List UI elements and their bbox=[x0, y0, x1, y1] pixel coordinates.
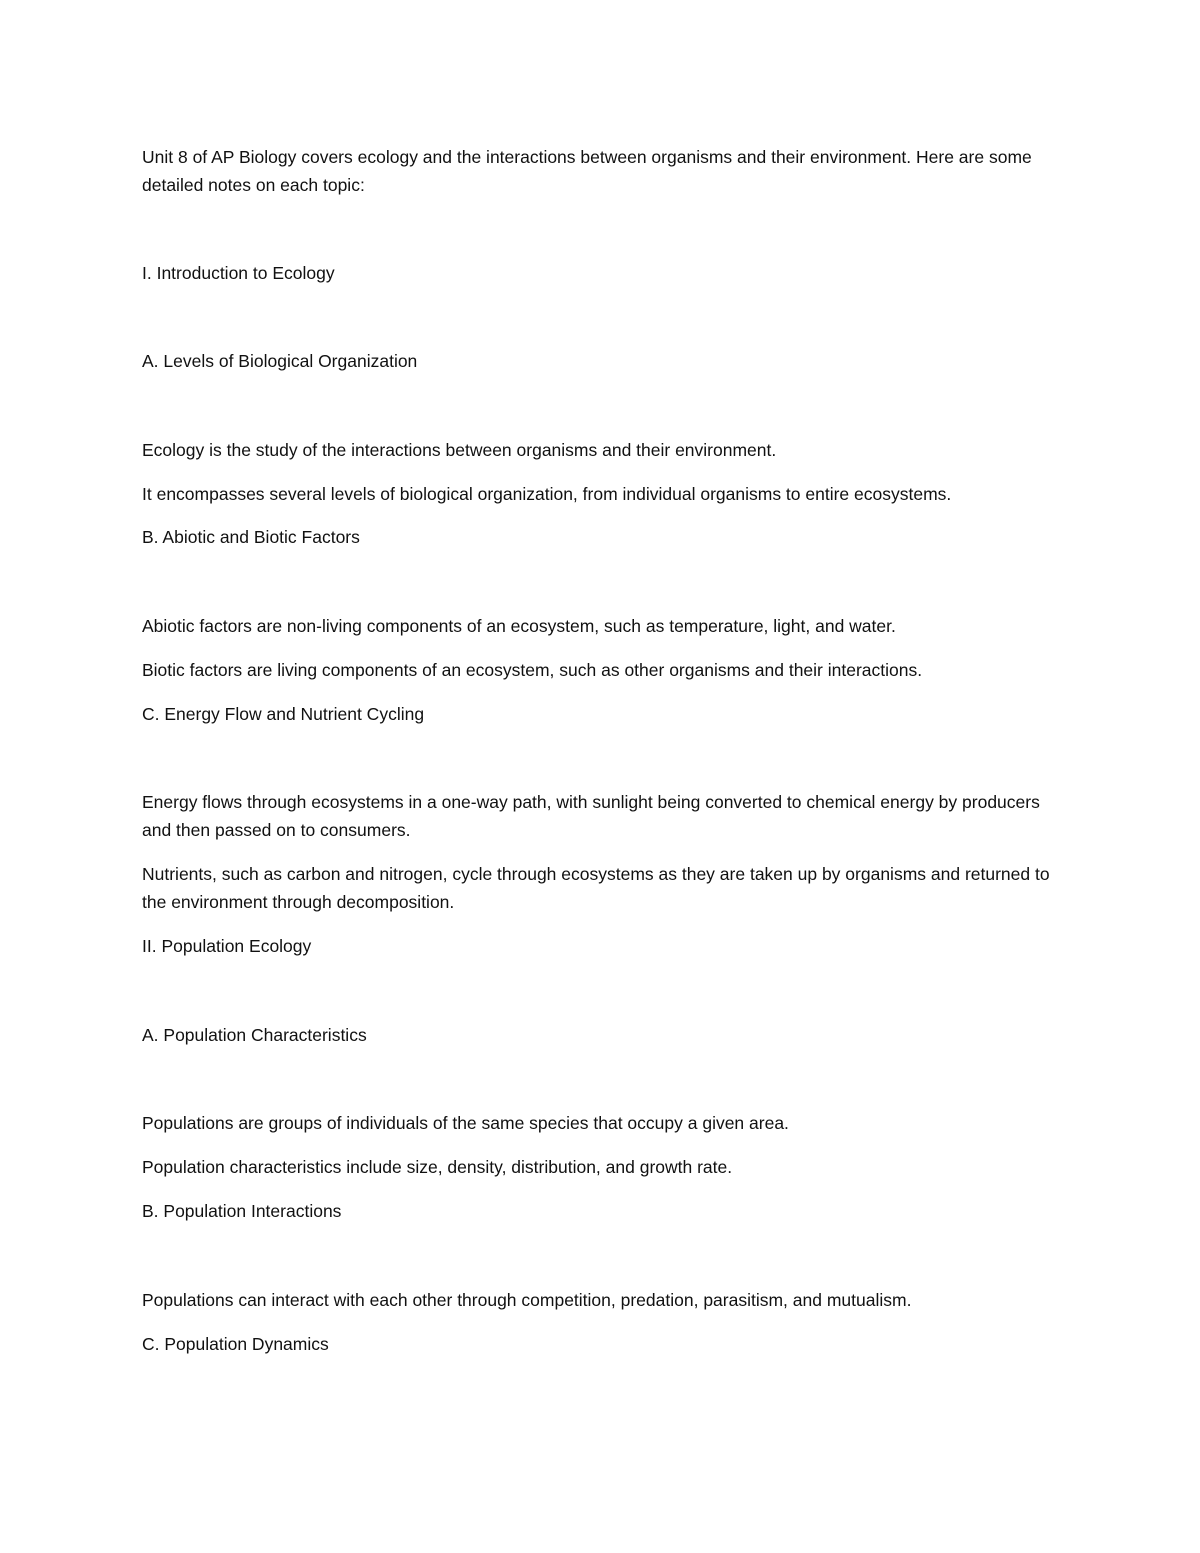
heading-population-characteristics: A. Population Characteristics bbox=[142, 1025, 367, 1045]
paragraph-ecology-definition: Ecology is the study of the interactions between organisms and their environment. bbox=[142, 440, 777, 460]
paragraph-abiotic-factors: Abiotic factors are non-living components of an ecosystem, such as temperature, light, and water. bbox=[142, 616, 896, 636]
intro-paragraph: Unit 8 of AP Biology covers ecology and the interactions between organisms and their environment. Here are some detailed notes on each topic: bbox=[142, 147, 1032, 195]
paragraph-levels-of-organization: It encompasses several levels of biological organization, from individual organisms to entire ecosystems. bbox=[142, 484, 952, 504]
heading-levels-of-biological-organization: A. Levels of Biological Organization bbox=[142, 351, 418, 371]
heading-population-ecology: II. Population Ecology bbox=[142, 936, 312, 956]
heading-energy-flow-nutrient-cycling: C. Energy Flow and Nutrient Cycling bbox=[142, 704, 425, 724]
heading-population-interactions: B. Population Interactions bbox=[142, 1201, 342, 1221]
heading-population-dynamics: C. Population Dynamics bbox=[142, 1334, 329, 1354]
paragraph-nutrient-cycling: Nutrients, such as carbon and nitrogen, cycle through ecosystems as they are taken up by organisms and returned to the environment through decomposition. bbox=[142, 864, 1050, 912]
paragraph-population-characteristics: Population characteristics include size, density, distribution, and growth rate. bbox=[142, 1157, 733, 1177]
paragraph-biotic-factors: Biotic factors are living components of an ecosystem, such as other organisms and their interactions. bbox=[142, 660, 923, 680]
paragraph-energy-flow: Energy flows through ecosystems in a one-way path, with sunlight being converted to chemical energy by producers and then passed on to consumers. bbox=[142, 792, 1040, 840]
paragraph-population-interactions: Populations can interact with each other through competition, predation, parasitism, and mutualism. bbox=[142, 1290, 912, 1310]
heading-abiotic-biotic-factors: B. Abiotic and Biotic Factors bbox=[142, 527, 360, 547]
paragraph-populations-definition: Populations are groups of individuals of the same species that occupy a given area. bbox=[142, 1113, 789, 1133]
heading-introduction-to-ecology: I. Introduction to Ecology bbox=[142, 263, 335, 283]
